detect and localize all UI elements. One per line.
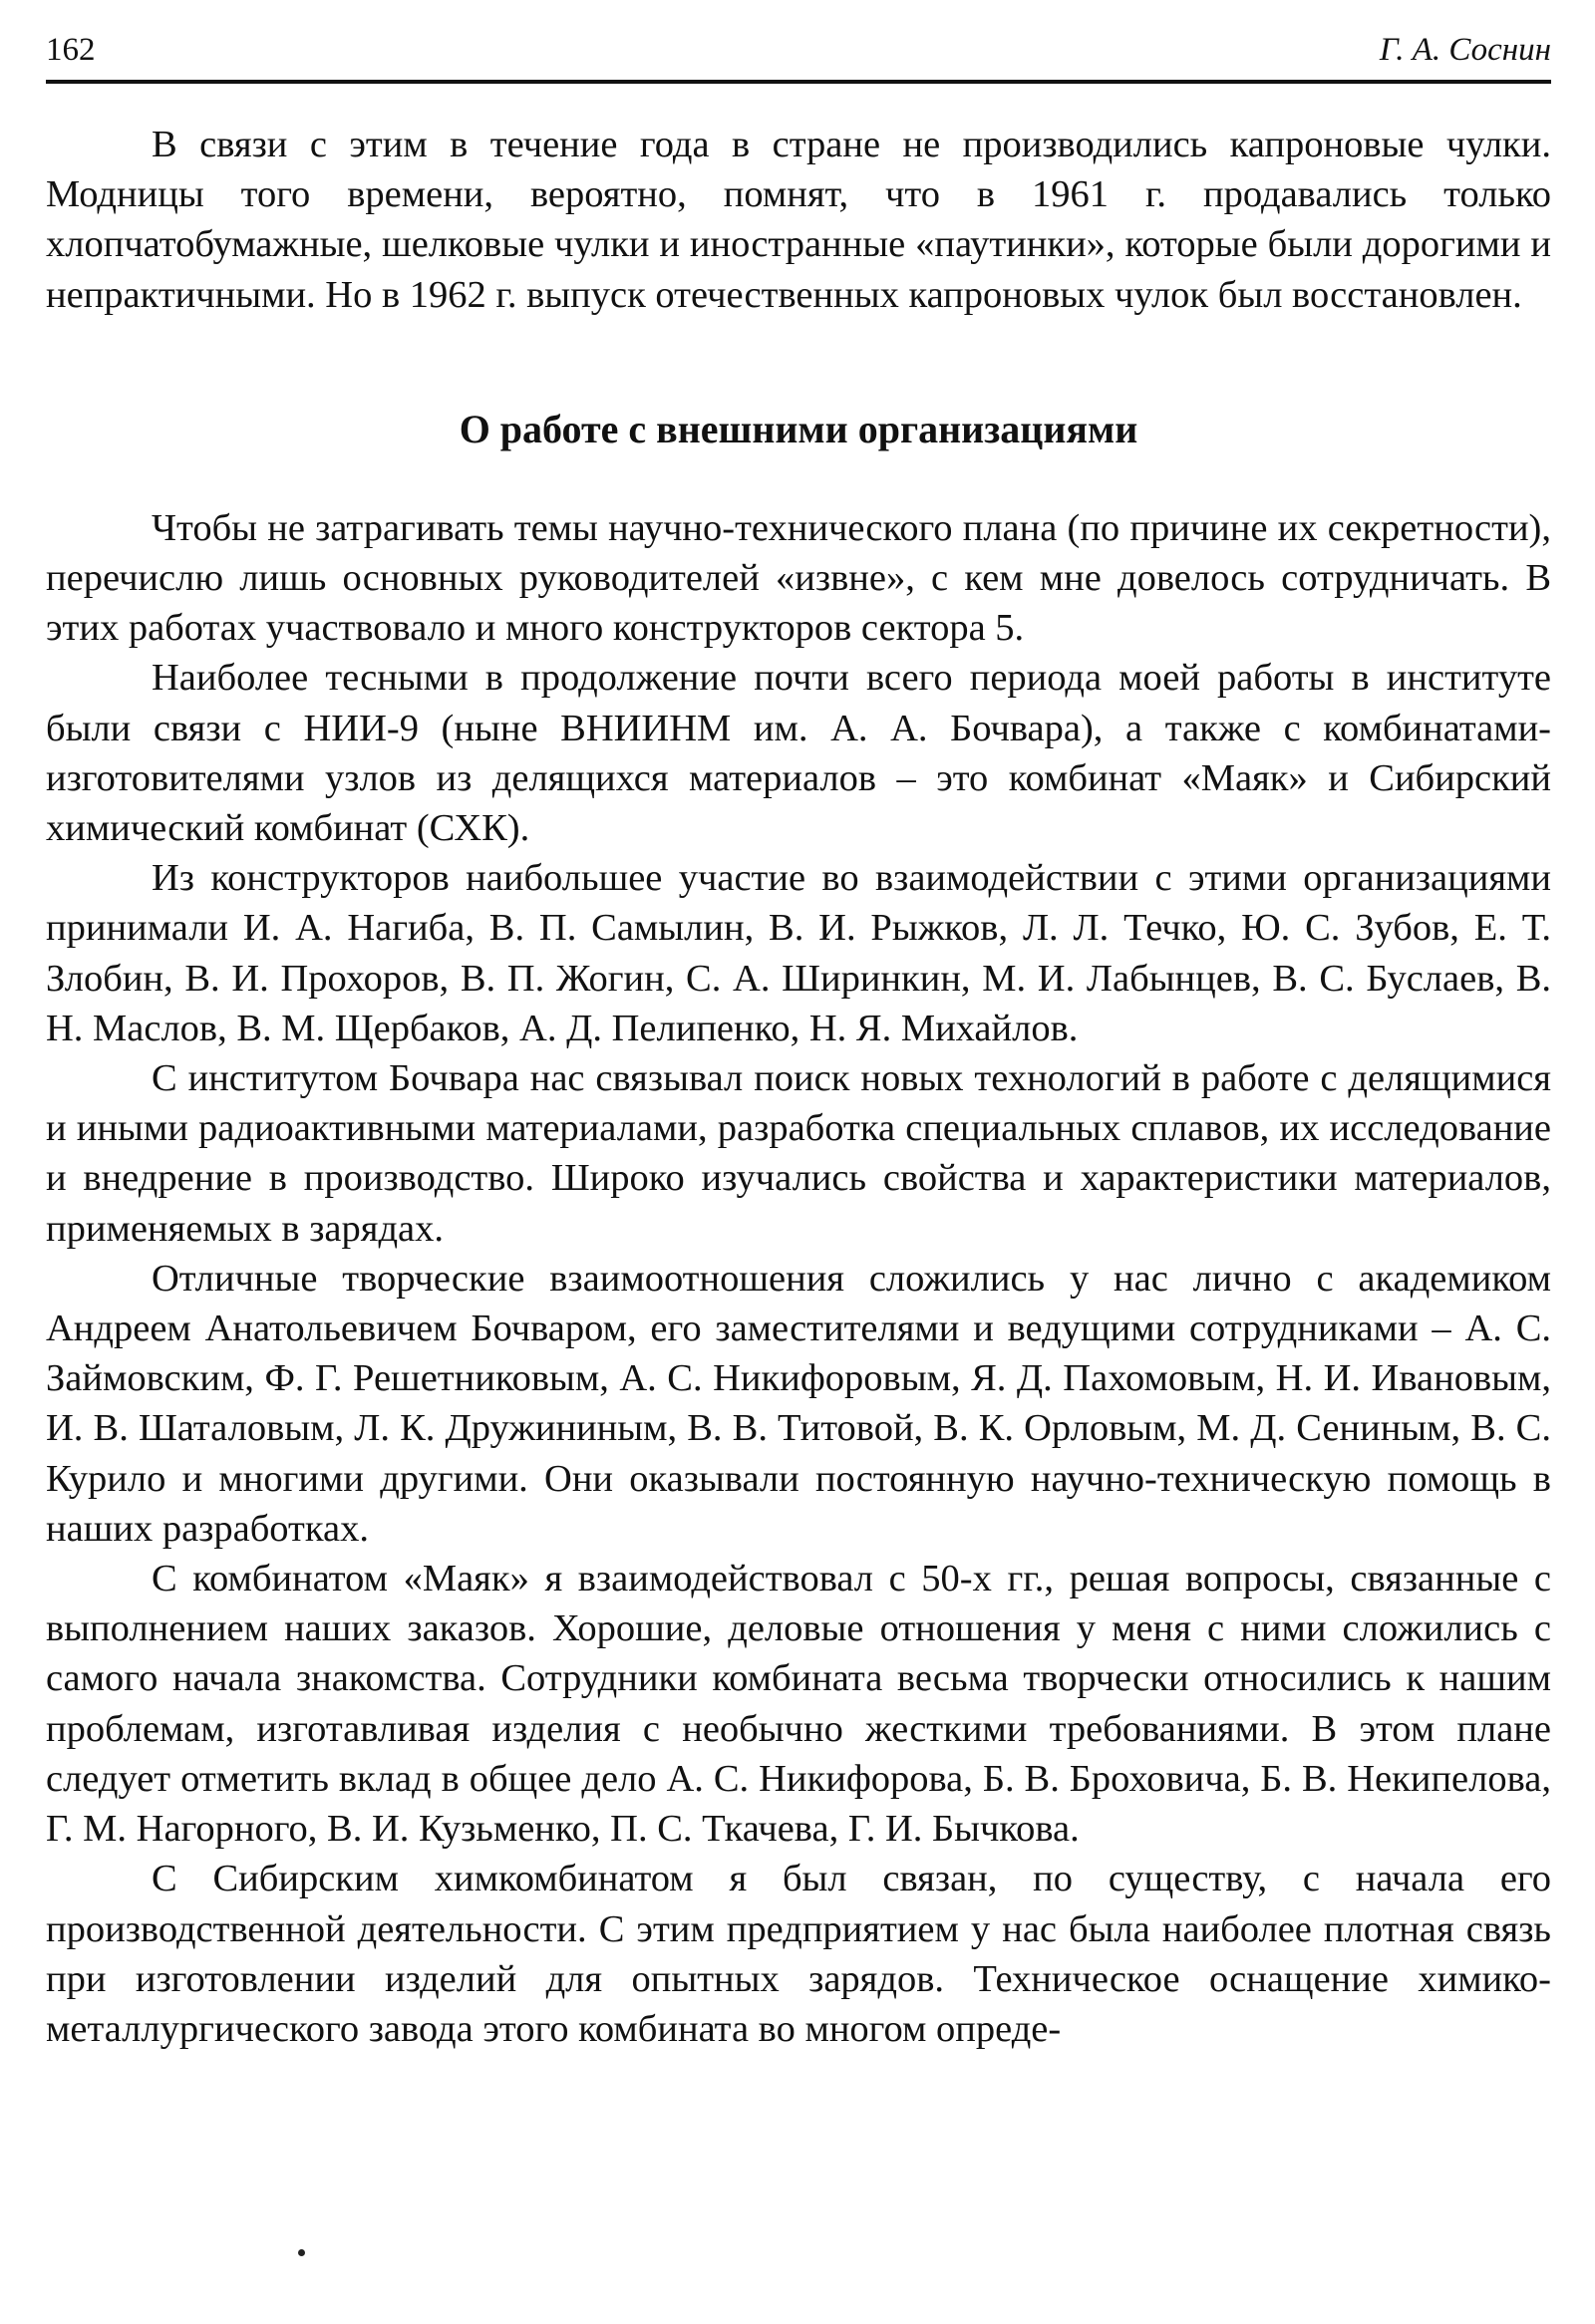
page-number: 162 <box>46 32 96 68</box>
scan-artifact-dot <box>298 2249 305 2256</box>
body-text <box>46 120 1551 2054</box>
paragraph: С Сибирским химкомбинатом я был связан, по существу, с начала его производственной деятельности. С этим предприятием у нас была наиболее плотная связь при изготовлении изделий для опытных зарядов. Техническое оснащение химико-металлургического завода этого комбината во многом опреде- <box>46 1858 1551 2050</box>
paragraph: Наиболее тесными в продолжение почти всего периода моей работы в институте были связи с НИИ-9 (ныне ВНИИНМ им. А. А. Бочвара), а также с комбинатами-изготовителями узлов из делящихся материалов – это комбинат «Маяк» и Сибирский химический комбинат (СХК). <box>46 657 1551 850</box>
section-title: О работе с внешними организациями <box>459 406 1138 451</box>
opening-paragraph: В связи с этим в течение года в стране не производились капроновые чулки. Модницы того времени, вероятно, помнят, что в 1961 г. продавались только хлопчатобумажные, шелковые чулки и иностранные «паутинки», которые были дорогими и непрактичными. Но в 1962 г. выпуск отечественных капроновых чулок был восстановлен. <box>46 124 1551 316</box>
paragraph: С институтом Бочвара нас связывал поиск новых технологий в работе с делящимися и иными радиоактивными материалами, разработка специальных сплавов, их исследование и внедрение в производство. Широко изучались свойства и характеристики материалов, применяемых в зарядах. <box>46 1057 1551 1250</box>
paragraph: С комбинатом «Маяк» я взаимодействовал с 50-х гг., решая вопросы, связанные с выполнением наших заказов. Хорошие, деловые отношения у меня с ними сложились с самого начала знакомства. Сотрудники комбината весьма творчески относились к нашим проблемам, изготавливая изделия с необычно жесткими требованиями. В этом плане следует отметить вклад в общее дело А. С. Никифорова, Б. В. Броховича, Б. В. Некипелова, Г. М. Нагорного, В. И. Кузьменко, П. С. Ткачева, Г. И. Бычкова. <box>46 1558 1551 1851</box>
running-author: Г. А. Соснин <box>1379 32 1551 68</box>
paragraph: Чтобы не затрагивать темы научно-технического плана (по причине их секретности), перечислю лишь основных руководителей «извне», с кем мне довелось сотрудничать. В этих работах участвовало и много конструкторов сектора 5. <box>46 506 1551 650</box>
paragraph: Отличные творческие взаимоотношения сложились у нас лично с академиком Андреем Анатольевичем Бочваром, его заместителями и ведущими сотрудниками – А. С. Займовским, Ф. Г. Решетниковым, А. С. Никифоровым, Я. Д. Пахомовым, Н. И. Ивановым, И. В. Шаталовым, Л. К. Дружининым, В. В. Титовой, В. К. Орловым, М. Д. Сениным, В. С. Курило и многими другими. Они оказывали постоянную научно-техническую помощь в наших разработках. <box>46 1257 1551 1550</box>
running-head <box>46 22 1551 78</box>
header-rule <box>46 80 1551 84</box>
book-page <box>46 22 1551 2054</box>
paragraph: Из конструкторов наибольшее участие во взаимодействии с этими организациями принимали И. А. Нагиба, В. П. Самылин, В. И. Рыжков, Л. Л. Течко, Ю. С. Зубов, Е. Т. Злобин, В. И. Прохоров, В. П. Жогин, С. А. Ширинкин, М. И. Лабынцев, В. С. Буслаев, В. Н. Маслов, В. М. Щербаков, А. Д. Пелипенко, Н. Я. Михайлов. <box>46 857 1551 1049</box>
